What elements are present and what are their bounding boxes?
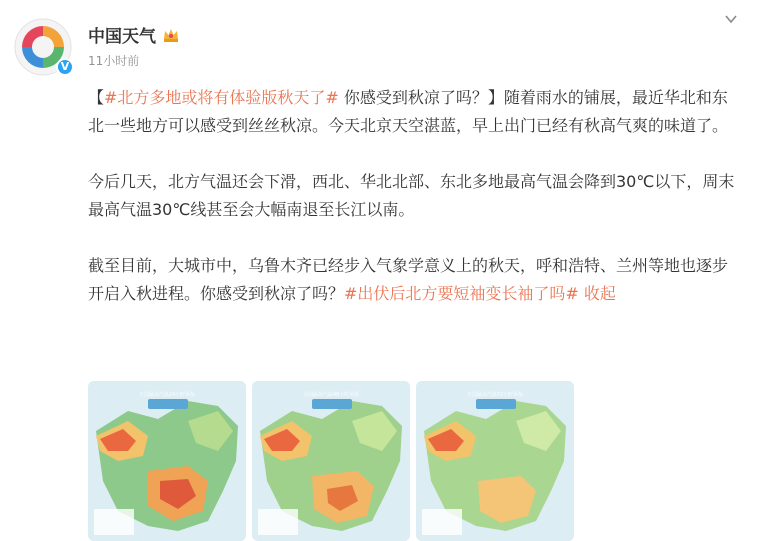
post-body (88, 84, 738, 308)
crown-badge-icon (162, 26, 180, 44)
map-title: 全国最高气温72小时预报 (466, 392, 524, 398)
image-thumbnail-map-24h[interactable] (88, 381, 246, 541)
map-title: 全国最高气温48小时预报 (302, 392, 360, 398)
post-paragraph-1 (88, 84, 738, 140)
temperature-map-image (416, 381, 574, 541)
image-thumbnail-map-72h[interactable] (416, 381, 574, 541)
temperature-map-image (88, 381, 246, 541)
image-thumbnail-map-48h[interactable] (252, 381, 410, 541)
image-gallery (88, 381, 574, 541)
account-name-row (88, 22, 180, 47)
post-timestamp[interactable]: 11小时前 (88, 54, 140, 68)
paragraph-text: 截至目前，大城市中，乌鲁木齐已经步入气象学意义上的秋天，呼和浩特、兰州等地也逐步开启入秋进程。你感受到秋凉了吗？ (88, 256, 729, 303)
account-name[interactable]: 中国天气 (88, 27, 156, 47)
hashtag-link[interactable]: #出伏后北方要短袖变长袖了吗# (344, 284, 579, 303)
hashtag-link[interactable]: #北方多地或将有体验版秋天了# (104, 88, 339, 107)
collapse-link[interactable]: 收起 (578, 284, 616, 303)
post-paragraph-2: 今后几天，北方气温还会下滑，西北、华北北部、东北多地最高气温会降到30℃以下，周末最高气温30℃线甚至会大幅南退至长江以南。 (88, 172, 735, 219)
paragraph-text: 你感受到秋凉了吗？】随着雨水的铺展，最近华北和东北一些地方可以感受到丝丝秋凉。今天北京天空湛蓝，早上出门已经有秋高气爽的味道了。 (88, 88, 729, 135)
verified-badge-icon: V (56, 58, 74, 76)
temperature-map-image (252, 381, 410, 541)
bracket-open: 【 (88, 88, 105, 107)
map-title: 全国最高气温24小时预报 (138, 392, 196, 398)
chevron-down-icon[interactable] (724, 12, 738, 26)
post-paragraph-3 (88, 252, 738, 308)
